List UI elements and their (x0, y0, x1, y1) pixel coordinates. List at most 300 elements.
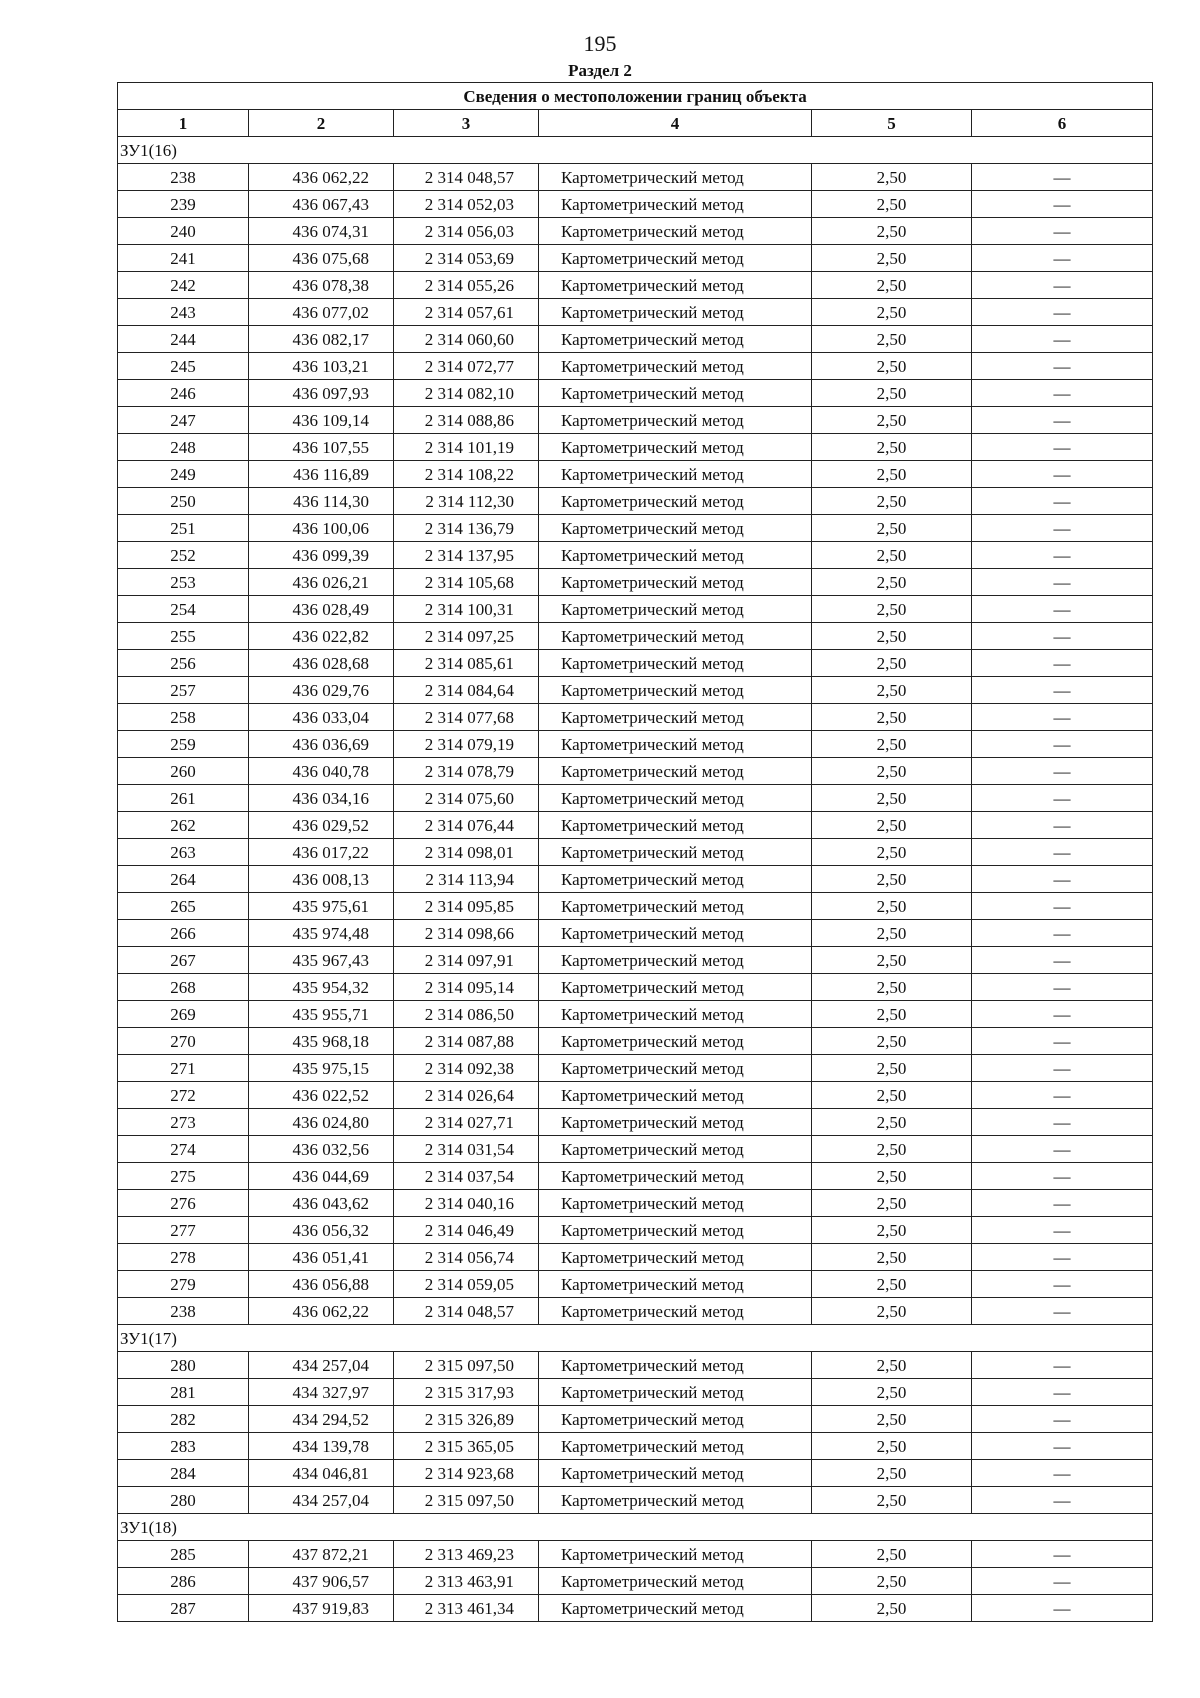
table-row (118, 947, 1153, 974)
table-cell: Картометрический метод (539, 650, 812, 677)
table-cell: 272 (118, 1082, 249, 1109)
page-number: 195 (583, 31, 617, 56)
table-cell: 278 (118, 1244, 249, 1271)
table-cell: 435 954,32 (249, 974, 394, 1001)
table-row (118, 596, 1153, 623)
table-row (118, 461, 1153, 488)
table-row (118, 434, 1153, 461)
table-cell: 2 314 092,38 (394, 1055, 539, 1082)
table-cell: — (972, 677, 1153, 704)
table-cell: Картометрический метод (539, 1379, 812, 1406)
table-cell: 2,50 (812, 920, 972, 947)
table-cell: — (972, 1271, 1153, 1298)
table-cell: Картометрический метод (539, 542, 812, 569)
group-name: ЗУ1(16) (118, 137, 1153, 164)
table-row (118, 1379, 1153, 1406)
table-cell: Картометрический метод (539, 1136, 812, 1163)
table-cell: 256 (118, 650, 249, 677)
table-cell: 2 314 095,85 (394, 893, 539, 920)
table-cell: Картометрический метод (539, 488, 812, 515)
table-cell: 2,50 (812, 1379, 972, 1406)
table-cell: 436 078,38 (249, 272, 394, 299)
table-cell: 286 (118, 1568, 249, 1595)
table-cell: 436 032,56 (249, 1136, 394, 1163)
table-cell: — (972, 1109, 1153, 1136)
table-cell: 275 (118, 1163, 249, 1190)
table-row (118, 677, 1153, 704)
table-cell: 436 028,68 (249, 650, 394, 677)
table-cell: 2,50 (812, 1487, 972, 1514)
column-header: 5 (812, 110, 972, 137)
table-cell: 243 (118, 299, 249, 326)
table-cell: — (972, 515, 1153, 542)
table-cell: 2,50 (812, 812, 972, 839)
table-cell: 2 314 053,69 (394, 245, 539, 272)
table-cell: Картометрический метод (539, 1028, 812, 1055)
table-cell: 238 (118, 1298, 249, 1325)
table-cell: 2 314 100,31 (394, 596, 539, 623)
table-cell: 435 967,43 (249, 947, 394, 974)
table-cell: 436 056,88 (249, 1271, 394, 1298)
table-cell: 2 314 108,22 (394, 461, 539, 488)
table-cell: 2,50 (812, 1055, 972, 1082)
table-cell: 2 314 098,66 (394, 920, 539, 947)
table-cell: 2,50 (812, 1298, 972, 1325)
table-cell: Картометрический метод (539, 812, 812, 839)
table-cell: Картометрический метод (539, 1487, 812, 1514)
table-cell: 437 872,21 (249, 1541, 394, 1568)
table-cell: — (972, 839, 1153, 866)
table-cell: Картометрический метод (539, 1298, 812, 1325)
table-cell: 257 (118, 677, 249, 704)
table-cell: 436 051,41 (249, 1244, 394, 1271)
table-cell: Картометрический метод (539, 299, 812, 326)
table-cell: 2,50 (812, 1541, 972, 1568)
table-cell: Картометрический метод (539, 245, 812, 272)
table-cell: 436 114,30 (249, 488, 394, 515)
table-cell: 2,50 (812, 407, 972, 434)
table-cell: Картометрический метод (539, 326, 812, 353)
table-cell: 435 975,61 (249, 893, 394, 920)
table-cell: Картометрический метод (539, 866, 812, 893)
table-cell: — (972, 650, 1153, 677)
table-cell: 2 314 046,49 (394, 1217, 539, 1244)
table-cell: 285 (118, 1541, 249, 1568)
table-cell: 2,50 (812, 677, 972, 704)
table-cell: 287 (118, 1595, 249, 1622)
table-cell: 261 (118, 785, 249, 812)
table-cell: — (972, 488, 1153, 515)
table-cell: 434 046,81 (249, 1460, 394, 1487)
table-cell: 2 314 060,60 (394, 326, 539, 353)
table-cell: — (972, 866, 1153, 893)
table-cell: 2 314 027,71 (394, 1109, 539, 1136)
table-cell: 267 (118, 947, 249, 974)
table-cell: 2,50 (812, 272, 972, 299)
table-cell: Картометрический метод (539, 1217, 812, 1244)
table-cell: 239 (118, 191, 249, 218)
table-row (118, 1217, 1153, 1244)
table-cell: 436 109,14 (249, 407, 394, 434)
table-row (118, 623, 1153, 650)
table-cell: 434 327,97 (249, 1379, 394, 1406)
table-cell: 2 314 026,64 (394, 1082, 539, 1109)
table-cell: 2,50 (812, 1217, 972, 1244)
table-row (118, 731, 1153, 758)
table-cell: 254 (118, 596, 249, 623)
table-cell: 271 (118, 1055, 249, 1082)
table-cell: 437 919,83 (249, 1595, 394, 1622)
table-row (118, 191, 1153, 218)
table-cell: 2 314 076,44 (394, 812, 539, 839)
table-cell: 2 314 048,57 (394, 1298, 539, 1325)
table-cell: — (972, 1244, 1153, 1271)
table-row (118, 893, 1153, 920)
table-cell: 2,50 (812, 542, 972, 569)
table-cell: Картометрический метод (539, 515, 812, 542)
table-cell: — (972, 1217, 1153, 1244)
table-cell: Картометрический метод (539, 974, 812, 1001)
table-cell: — (972, 1190, 1153, 1217)
table-cell: Картометрический метод (539, 1460, 812, 1487)
table-cell: 2,50 (812, 1082, 972, 1109)
table-cell: — (972, 1568, 1153, 1595)
table-row (118, 650, 1153, 677)
table-cell: 2,50 (812, 1433, 972, 1460)
table-cell: 435 974,48 (249, 920, 394, 947)
table-cell: — (972, 569, 1153, 596)
table-cell: 436 103,21 (249, 353, 394, 380)
table-cell: 2,50 (812, 569, 972, 596)
table-cell: 436 026,21 (249, 569, 394, 596)
table-cell: Картометрический метод (539, 407, 812, 434)
table-cell: Картометрический метод (539, 839, 812, 866)
table-cell: — (972, 326, 1153, 353)
table-cell: 2,50 (812, 1352, 972, 1379)
table-row (118, 1406, 1153, 1433)
table-caption: Сведения о местоположении границ объекта (118, 83, 1153, 110)
table-cell: Картометрический метод (539, 947, 812, 974)
table-row (118, 1001, 1153, 1028)
table-cell: 2,50 (812, 1568, 972, 1595)
table-row (118, 380, 1153, 407)
table-cell: 434 257,04 (249, 1487, 394, 1514)
table-cell: 2,50 (812, 1163, 972, 1190)
table-cell: 436 100,06 (249, 515, 394, 542)
table-cell: Картометрический метод (539, 1244, 812, 1271)
table-cell: 436 056,32 (249, 1217, 394, 1244)
table-cell: — (972, 1406, 1153, 1433)
table-cell: 437 906,57 (249, 1568, 394, 1595)
table-row (118, 164, 1153, 191)
table-cell: 436 024,80 (249, 1109, 394, 1136)
table-cell: — (972, 785, 1153, 812)
table-row (118, 1271, 1153, 1298)
table-cell: 253 (118, 569, 249, 596)
table-cell: 2 314 056,03 (394, 218, 539, 245)
table-cell: Картометрический метод (539, 1406, 812, 1433)
table-cell: 2,50 (812, 1244, 972, 1271)
table-cell: 2 314 056,74 (394, 1244, 539, 1271)
table-row (118, 326, 1153, 353)
column-header: 1 (118, 110, 249, 137)
table-cell: 279 (118, 1271, 249, 1298)
table-cell: 436 044,69 (249, 1163, 394, 1190)
table-row (118, 1244, 1153, 1271)
table-cell: 436 062,22 (249, 1298, 394, 1325)
table-cell: 2,50 (812, 785, 972, 812)
table-cell: 270 (118, 1028, 249, 1055)
table-row (118, 299, 1153, 326)
table-cell: — (972, 380, 1153, 407)
table-cell: 259 (118, 731, 249, 758)
table-cell: 244 (118, 326, 249, 353)
table-cell: 242 (118, 272, 249, 299)
table-cell: Картометрический метод (539, 380, 812, 407)
table-cell: 280 (118, 1487, 249, 1514)
table-row (118, 488, 1153, 515)
table-cell: Картометрический метод (539, 596, 812, 623)
table-cell: 277 (118, 1217, 249, 1244)
table-cell: 2 314 082,10 (394, 380, 539, 407)
table-cell: Картометрический метод (539, 1568, 812, 1595)
table-cell: Картометрический метод (539, 1109, 812, 1136)
table-cell: 2 314 923,68 (394, 1460, 539, 1487)
table-cell: Картометрический метод (539, 623, 812, 650)
table-cell: 2,50 (812, 515, 972, 542)
table-cell: — (972, 1352, 1153, 1379)
table-cell: Картометрический метод (539, 1595, 812, 1622)
table-cell: 2,50 (812, 434, 972, 461)
table-cell: 434 294,52 (249, 1406, 394, 1433)
table-cell: 2,50 (812, 488, 972, 515)
table-cell: — (972, 812, 1153, 839)
table-cell: 2 315 365,05 (394, 1433, 539, 1460)
table-cell: 2 314 101,19 (394, 434, 539, 461)
table-cell: — (972, 272, 1153, 299)
table-cell: 255 (118, 623, 249, 650)
table-cell: 2,50 (812, 1028, 972, 1055)
table-cell: 269 (118, 1001, 249, 1028)
table-row (118, 1082, 1153, 1109)
table-cell: 436 022,52 (249, 1082, 394, 1109)
table-cell: 260 (118, 758, 249, 785)
boundary-coordinates-table (117, 82, 1153, 1622)
column-header: 2 (249, 110, 394, 137)
table-cell: 274 (118, 1136, 249, 1163)
table-cell: — (972, 407, 1153, 434)
table-cell: 2 314 078,79 (394, 758, 539, 785)
table-cell: 2,50 (812, 947, 972, 974)
table-row (118, 1487, 1153, 1514)
table-cell: 2 315 317,93 (394, 1379, 539, 1406)
table-row (118, 1460, 1153, 1487)
table-cell: 2,50 (812, 893, 972, 920)
table-cell: 252 (118, 542, 249, 569)
table-row (118, 1136, 1153, 1163)
table-cell: — (972, 1460, 1153, 1487)
table-cell: 2,50 (812, 1136, 972, 1163)
table-cell: 2,50 (812, 1406, 972, 1433)
table-cell: 2 314 057,61 (394, 299, 539, 326)
table-cell: — (972, 893, 1153, 920)
table-cell: Картометрический метод (539, 1271, 812, 1298)
table-cell: 2 315 326,89 (394, 1406, 539, 1433)
table-cell: 2 314 086,50 (394, 1001, 539, 1028)
table-cell: 2,50 (812, 1109, 972, 1136)
table-cell: 250 (118, 488, 249, 515)
table-cell: 2 314 136,79 (394, 515, 539, 542)
table-row (118, 839, 1153, 866)
table-cell: Картометрический метод (539, 218, 812, 245)
table-cell: 2 314 059,05 (394, 1271, 539, 1298)
table-cell: 436 067,43 (249, 191, 394, 218)
table-cell: 246 (118, 380, 249, 407)
table-cell: 273 (118, 1109, 249, 1136)
table-cell: 436 082,17 (249, 326, 394, 353)
table-cell: 2 314 037,54 (394, 1163, 539, 1190)
table-cell: 2 314 048,57 (394, 164, 539, 191)
table-cell: Картометрический метод (539, 353, 812, 380)
table-cell: — (972, 704, 1153, 731)
group-name: ЗУ1(17) (118, 1325, 1153, 1352)
table-row (118, 1352, 1153, 1379)
table-cell: 2,50 (812, 1001, 972, 1028)
table-cell: 2 315 097,50 (394, 1352, 539, 1379)
table-cell: 2 314 077,68 (394, 704, 539, 731)
table-cell: 2,50 (812, 866, 972, 893)
table-row (118, 542, 1153, 569)
table-cell: 436 099,39 (249, 542, 394, 569)
table-cell: — (972, 164, 1153, 191)
table-cell: Картометрический метод (539, 1082, 812, 1109)
table-cell: 436 008,13 (249, 866, 394, 893)
table-cell: 435 955,71 (249, 1001, 394, 1028)
table-cell: — (972, 1163, 1153, 1190)
table-row (118, 218, 1153, 245)
table-cell: Картометрический метод (539, 731, 812, 758)
table-row (118, 1109, 1153, 1136)
table-cell: 435 968,18 (249, 1028, 394, 1055)
table-cell: — (972, 920, 1153, 947)
table-row (118, 1028, 1153, 1055)
table-cell: 2,50 (812, 1271, 972, 1298)
table-cell: Картометрический метод (539, 785, 812, 812)
table-cell: 248 (118, 434, 249, 461)
group-header-row (118, 1325, 1153, 1352)
table-cell: 2,50 (812, 326, 972, 353)
table-cell: 436 040,78 (249, 758, 394, 785)
table-cell: — (972, 974, 1153, 1001)
table-cell: Картометрический метод (539, 164, 812, 191)
table-cell: 2,50 (812, 758, 972, 785)
table-row (118, 785, 1153, 812)
table-cell: Картометрический метод (539, 1541, 812, 1568)
table-cell: — (972, 1379, 1153, 1406)
table-cell: 284 (118, 1460, 249, 1487)
table-cell: — (972, 1487, 1153, 1514)
table-row (118, 704, 1153, 731)
table-cell: — (972, 596, 1153, 623)
table-cell: 2 314 137,95 (394, 542, 539, 569)
table-cell: 2 314 040,16 (394, 1190, 539, 1217)
table-cell: 258 (118, 704, 249, 731)
table-cell: 436 062,22 (249, 164, 394, 191)
table-cell: 263 (118, 839, 249, 866)
table-cell: — (972, 1433, 1153, 1460)
table-cell: — (972, 299, 1153, 326)
table-cell: 2 314 084,64 (394, 677, 539, 704)
table-cell: — (972, 1001, 1153, 1028)
table-cell: 240 (118, 218, 249, 245)
table-cell: 2 314 075,60 (394, 785, 539, 812)
table-row (118, 407, 1153, 434)
table-cell: — (972, 191, 1153, 218)
table-cell: 241 (118, 245, 249, 272)
table-cell: 436 043,62 (249, 1190, 394, 1217)
table-row (118, 812, 1153, 839)
table-cell: 2 314 095,14 (394, 974, 539, 1001)
table-cell: 434 139,78 (249, 1433, 394, 1460)
table-cell: 264 (118, 866, 249, 893)
table-cell: Картометрический метод (539, 461, 812, 488)
table-cell: 436 022,82 (249, 623, 394, 650)
table-cell: Картометрический метод (539, 1190, 812, 1217)
column-header: 3 (394, 110, 539, 137)
table-cell: 2 314 055,26 (394, 272, 539, 299)
table-cell: 436 028,49 (249, 596, 394, 623)
table-cell: — (972, 434, 1153, 461)
table-cell: — (972, 245, 1153, 272)
table-row (118, 1541, 1153, 1568)
table-cell: — (972, 1082, 1153, 1109)
table-cell: 2 314 072,77 (394, 353, 539, 380)
table-cell: — (972, 1055, 1153, 1082)
table-cell: 2 314 088,86 (394, 407, 539, 434)
table-cell: — (972, 542, 1153, 569)
table-row (118, 1190, 1153, 1217)
table-cell: 2,50 (812, 650, 972, 677)
table-cell: 436 116,89 (249, 461, 394, 488)
table-cell: Картометрический метод (539, 893, 812, 920)
table-row (118, 569, 1153, 596)
table-cell: 2,50 (812, 1460, 972, 1487)
table-cell: 249 (118, 461, 249, 488)
table-cell: 2,50 (812, 380, 972, 407)
table-cell: 2,50 (812, 623, 972, 650)
table-row (118, 515, 1153, 542)
table-cell: 2 314 031,54 (394, 1136, 539, 1163)
table-cell: — (972, 731, 1153, 758)
table-cell: 2 314 097,25 (394, 623, 539, 650)
table-cell: Картометрический метод (539, 1352, 812, 1379)
table-cell: 2,50 (812, 353, 972, 380)
table-row (118, 1055, 1153, 1082)
table-cell: 436 074,31 (249, 218, 394, 245)
table-cell: — (972, 1298, 1153, 1325)
table-cell: Картометрический метод (539, 704, 812, 731)
table-cell: Картометрический метод (539, 758, 812, 785)
table-cell: — (972, 218, 1153, 245)
table-cell: 238 (118, 164, 249, 191)
table-cell: — (972, 947, 1153, 974)
table-row (118, 353, 1153, 380)
table-cell: 2,50 (812, 839, 972, 866)
table-cell: 2,50 (812, 704, 972, 731)
group-header-row (118, 1514, 1153, 1541)
table-row (118, 866, 1153, 893)
table-cell: 2 314 079,19 (394, 731, 539, 758)
